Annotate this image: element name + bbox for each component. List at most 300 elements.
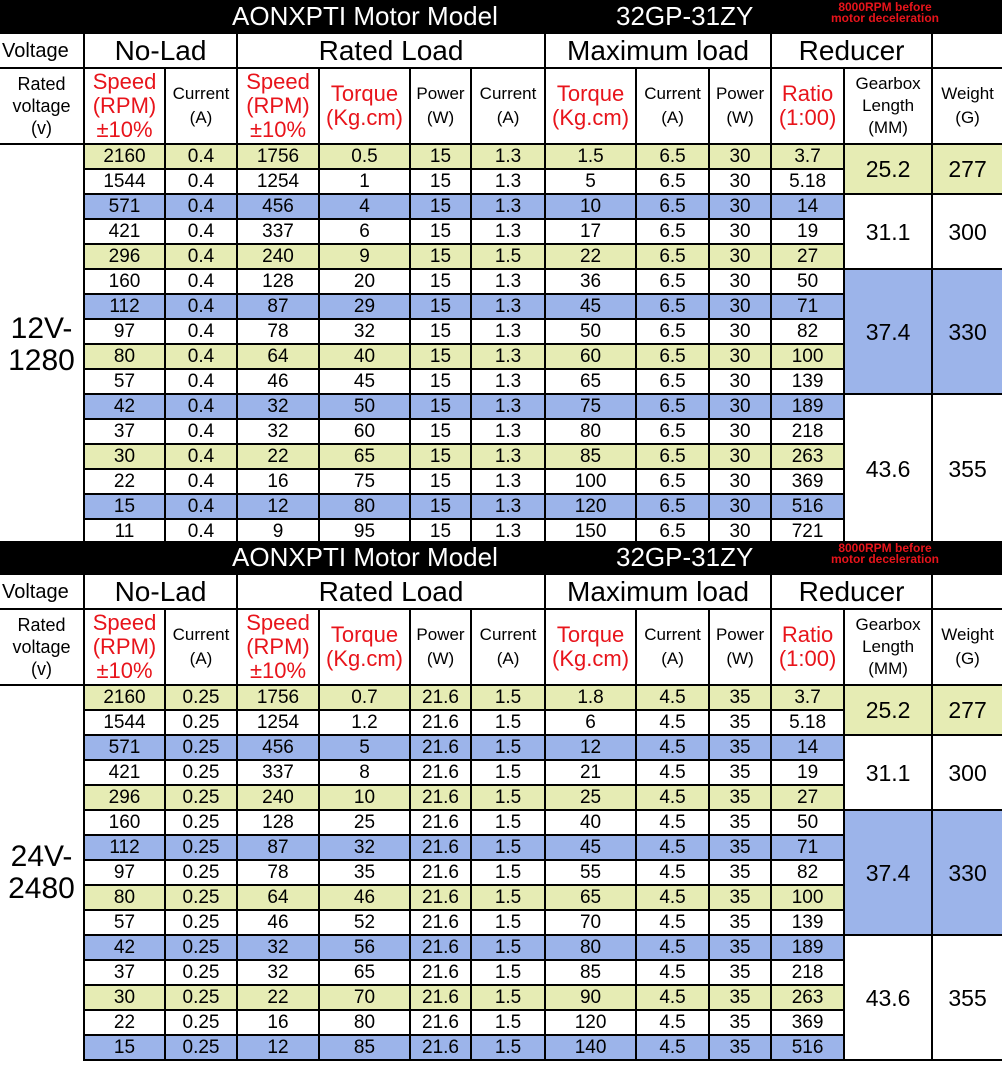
cell-max-current: 6.5 xyxy=(636,219,709,244)
cell-max-current: 4.5 xyxy=(636,1035,709,1060)
cell-ratio: 50 xyxy=(771,810,844,835)
cell-ratio: 189 xyxy=(771,394,844,419)
cell-rated-current: 1.5 xyxy=(471,810,545,835)
cell-noload-speed: 2160 xyxy=(84,685,165,710)
cell-rated-power: 15 xyxy=(410,394,471,419)
cell-rated-speed: 78 xyxy=(237,860,319,885)
cell-max-torque: 36 xyxy=(545,269,636,294)
cell-max-torque: 40 xyxy=(545,810,636,835)
cell-noload-current: 0.25 xyxy=(165,835,237,860)
cell-rated-power: 15 xyxy=(410,219,471,244)
title-bar xyxy=(0,541,1002,573)
cell-rated-speed: 337 xyxy=(237,760,319,785)
hdr-rated-voltage: Rated voltage (v) xyxy=(0,68,84,144)
cell-rated-torque: 56 xyxy=(319,935,410,960)
cell-noload-speed: 421 xyxy=(84,219,165,244)
cell-max-current: 6.5 xyxy=(636,344,709,369)
group-rated-load: Rated Load xyxy=(237,574,545,609)
cell-noload-speed: 571 xyxy=(84,194,165,219)
cell-rated-current: 1.5 xyxy=(471,835,545,860)
table-row xyxy=(0,269,1002,294)
cell-max-power: 35 xyxy=(709,1035,771,1060)
cell-noload-speed: 57 xyxy=(84,910,165,935)
spec-table-24v xyxy=(0,541,1002,1082)
cell-ratio: 3.7 xyxy=(771,144,844,169)
cell-rated-torque: 50 xyxy=(319,394,410,419)
cell-rated-current: 1.3 xyxy=(471,219,545,244)
cell-noload-speed: 15 xyxy=(84,1035,165,1060)
hdr-rated-power: Power (W) xyxy=(410,68,471,144)
cell-max-current: 6.5 xyxy=(636,394,709,419)
cell-max-torque: 6 xyxy=(545,710,636,735)
cell-max-power: 30 xyxy=(709,394,771,419)
cell-max-power: 35 xyxy=(709,810,771,835)
model-number: 32GP-31ZY xyxy=(616,1,754,31)
hdr-noload-current: Current (A) xyxy=(165,68,237,144)
hdr-noload-speed: Speed (RPM) ±10% xyxy=(84,68,165,144)
cell-max-current: 4.5 xyxy=(636,910,709,935)
group-reducer: Reducer xyxy=(771,574,932,609)
cell-max-current: 6.5 xyxy=(636,294,709,319)
cell-rated-power: 15 xyxy=(410,494,471,519)
cell-max-power: 30 xyxy=(709,469,771,494)
cell-max-power: 35 xyxy=(709,985,771,1010)
hdr-rated-voltage: Rated voltage (v) xyxy=(0,609,84,685)
cell-rated-current: 1.3 xyxy=(471,419,545,444)
cell-rated-current: 1.3 xyxy=(471,519,545,544)
cell-noload-current: 0.4 xyxy=(165,494,237,519)
cell-max-power: 35 xyxy=(709,860,771,885)
cell-ratio: 5.18 xyxy=(771,710,844,735)
cell-max-torque: 150 xyxy=(545,519,636,544)
cell-noload-speed: 97 xyxy=(84,860,165,885)
cell-ratio: 721 xyxy=(771,519,844,544)
cell-max-torque: 60 xyxy=(545,344,636,369)
cell-weight: 277 xyxy=(932,144,1002,194)
group-no-load: No-Lad xyxy=(84,33,237,68)
cell-noload-current: 0.25 xyxy=(165,860,237,885)
cell-rated-power: 21.6 xyxy=(410,735,471,760)
cell-rated-torque: 5 xyxy=(319,735,410,760)
cell-max-torque: 1.5 xyxy=(545,144,636,169)
cell-noload-speed: 80 xyxy=(84,344,165,369)
speed-note: 8000RPM before motor deceleration xyxy=(830,0,940,25)
cell-ratio: 369 xyxy=(771,1010,844,1035)
cell-max-power: 35 xyxy=(709,735,771,760)
cell-rated-torque: 85 xyxy=(319,1035,410,1060)
cell-ratio: 139 xyxy=(771,369,844,394)
cell-rated-power: 21.6 xyxy=(410,960,471,985)
cell-rated-current: 1.5 xyxy=(471,860,545,885)
cell-rated-speed: 9 xyxy=(237,519,319,544)
spec-table-12v xyxy=(0,0,1002,540)
cell-max-torque: 80 xyxy=(545,935,636,960)
cell-ratio: 27 xyxy=(771,785,844,810)
cell-rated-speed: 16 xyxy=(237,469,319,494)
column-header-row xyxy=(0,609,1002,685)
cell-rated-power: 21.6 xyxy=(410,785,471,810)
cell-rated-speed: 87 xyxy=(237,835,319,860)
cell-rated-speed: 128 xyxy=(237,269,319,294)
cell-max-power: 35 xyxy=(709,960,771,985)
cell-max-power: 35 xyxy=(709,910,771,935)
cell-max-power: 35 xyxy=(709,685,771,710)
cell-rated-power: 15 xyxy=(410,194,471,219)
cell-noload-current: 0.4 xyxy=(165,344,237,369)
cell-ratio: 71 xyxy=(771,835,844,860)
cell-max-torque: 50 xyxy=(545,319,636,344)
group-empty xyxy=(932,574,1002,609)
cell-noload-current: 0.4 xyxy=(165,294,237,319)
cell-max-torque: 45 xyxy=(545,835,636,860)
cell-rated-power: 15 xyxy=(410,169,471,194)
cell-rated-current: 1.3 xyxy=(471,369,545,394)
cell-max-power: 30 xyxy=(709,419,771,444)
cell-noload-current: 0.4 xyxy=(165,519,237,544)
cell-rated-current: 1.3 xyxy=(471,169,545,194)
cell-rated-current: 1.3 xyxy=(471,444,545,469)
table-row xyxy=(0,735,1002,760)
cell-noload-current: 0.25 xyxy=(165,1010,237,1035)
cell-rated-current: 1.5 xyxy=(471,885,545,910)
title-text: AONXPTI Motor Model xyxy=(232,1,498,31)
cell-noload-speed: 296 xyxy=(84,785,165,810)
cell-noload-speed: 97 xyxy=(84,319,165,344)
cell-ratio: 19 xyxy=(771,760,844,785)
cell-max-torque: 85 xyxy=(545,444,636,469)
cell-noload-speed: 37 xyxy=(84,960,165,985)
group-header-row xyxy=(0,574,1002,609)
cell-rated-torque: 70 xyxy=(319,985,410,1010)
cell-max-power: 30 xyxy=(709,319,771,344)
cell-rated-speed: 87 xyxy=(237,294,319,319)
cell-gearbox-length: 37.4 xyxy=(844,269,932,394)
cell-max-power: 30 xyxy=(709,294,771,319)
cell-ratio: 516 xyxy=(771,494,844,519)
cell-rated-current: 1.5 xyxy=(471,960,545,985)
hdr-ratio: Ratio (1:00) xyxy=(771,609,844,685)
cell-max-current: 4.5 xyxy=(636,885,709,910)
cell-max-current: 4.5 xyxy=(636,810,709,835)
cell-max-torque: 140 xyxy=(545,1035,636,1060)
cell-noload-current: 0.25 xyxy=(165,710,237,735)
cell-noload-speed: 1544 xyxy=(84,710,165,735)
cell-max-current: 6.5 xyxy=(636,444,709,469)
cell-noload-current: 0.25 xyxy=(165,760,237,785)
title-text: AONXPTI Motor Model xyxy=(232,542,498,572)
cell-rated-speed: 46 xyxy=(237,910,319,935)
cell-noload-speed: 112 xyxy=(84,835,165,860)
cell-noload-current: 0.4 xyxy=(165,194,237,219)
cell-noload-speed: 571 xyxy=(84,735,165,760)
cell-rated-power: 21.6 xyxy=(410,1035,471,1060)
title-bar xyxy=(0,0,1002,32)
cell-rated-speed: 12 xyxy=(237,494,319,519)
cell-weight: 330 xyxy=(932,269,1002,394)
cell-max-current: 6.5 xyxy=(636,194,709,219)
cell-rated-power: 21.6 xyxy=(410,860,471,885)
cell-noload-current: 0.25 xyxy=(165,685,237,710)
cell-noload-current: 0.4 xyxy=(165,319,237,344)
cell-rated-torque: 8 xyxy=(319,760,410,785)
cell-rated-current: 1.5 xyxy=(471,1035,545,1060)
cell-rated-current: 1.3 xyxy=(471,319,545,344)
spec-table xyxy=(0,573,1002,1061)
cell-max-power: 35 xyxy=(709,710,771,735)
cell-noload-current: 0.4 xyxy=(165,369,237,394)
cell-rated-torque: 29 xyxy=(319,294,410,319)
cell-rated-power: 21.6 xyxy=(410,835,471,860)
group-voltage: Voltage xyxy=(0,33,84,68)
voltage-label: 12V- 1280 xyxy=(0,144,84,544)
cell-ratio: 5.18 xyxy=(771,169,844,194)
table-row xyxy=(0,685,1002,710)
cell-rated-current: 1.5 xyxy=(471,710,545,735)
cell-rated-current: 1.5 xyxy=(471,935,545,960)
cell-noload-current: 0.25 xyxy=(165,1035,237,1060)
cell-ratio: 263 xyxy=(771,985,844,1010)
cell-rated-current: 1.3 xyxy=(471,294,545,319)
table-row xyxy=(0,810,1002,835)
cell-max-power: 30 xyxy=(709,169,771,194)
cell-rated-power: 15 xyxy=(410,244,471,269)
cell-max-current: 4.5 xyxy=(636,760,709,785)
cell-rated-power: 15 xyxy=(410,344,471,369)
cell-max-current: 6.5 xyxy=(636,169,709,194)
cell-max-power: 35 xyxy=(709,935,771,960)
cell-ratio: 516 xyxy=(771,1035,844,1060)
spec-table xyxy=(0,32,1002,545)
cell-max-torque: 1.8 xyxy=(545,685,636,710)
table-body xyxy=(0,685,1002,1060)
cell-rated-power: 15 xyxy=(410,369,471,394)
cell-max-current: 4.5 xyxy=(636,685,709,710)
cell-ratio: 50 xyxy=(771,269,844,294)
cell-noload-speed: 22 xyxy=(84,1010,165,1035)
cell-noload-speed: 15 xyxy=(84,494,165,519)
cell-rated-torque: 75 xyxy=(319,469,410,494)
cell-noload-speed: 30 xyxy=(84,444,165,469)
group-header-row xyxy=(0,33,1002,68)
cell-noload-speed: 160 xyxy=(84,269,165,294)
cell-ratio: 218 xyxy=(771,419,844,444)
cell-rated-power: 15 xyxy=(410,294,471,319)
cell-max-current: 4.5 xyxy=(636,985,709,1010)
cell-rated-current: 1.5 xyxy=(471,685,545,710)
cell-rated-torque: 10 xyxy=(319,785,410,810)
cell-noload-current: 0.25 xyxy=(165,810,237,835)
cell-gearbox-length: 25.2 xyxy=(844,144,932,194)
cell-rated-speed: 32 xyxy=(237,419,319,444)
cell-rated-speed: 456 xyxy=(237,735,319,760)
hdr-max-power: Power (W) xyxy=(709,68,771,144)
group-reducer: Reducer xyxy=(771,33,932,68)
hdr-rated-speed: Speed (RPM) ±10% xyxy=(237,609,319,685)
cell-rated-speed: 32 xyxy=(237,394,319,419)
cell-noload-current: 0.25 xyxy=(165,735,237,760)
cell-max-power: 30 xyxy=(709,144,771,169)
cell-rated-torque: 6 xyxy=(319,219,410,244)
cell-rated-torque: 32 xyxy=(319,835,410,860)
cell-rated-power: 21.6 xyxy=(410,760,471,785)
cell-max-current: 4.5 xyxy=(636,710,709,735)
cell-rated-current: 1.5 xyxy=(471,735,545,760)
hdr-noload-current: Current (A) xyxy=(165,609,237,685)
cell-rated-current: 1.3 xyxy=(471,194,545,219)
cell-rated-current: 1.5 xyxy=(471,244,545,269)
cell-rated-torque: 4 xyxy=(319,194,410,219)
cell-rated-current: 1.5 xyxy=(471,760,545,785)
cell-max-power: 30 xyxy=(709,369,771,394)
cell-max-torque: 70 xyxy=(545,910,636,935)
cell-max-torque: 85 xyxy=(545,960,636,985)
cell-noload-speed: 80 xyxy=(84,885,165,910)
cell-noload-speed: 42 xyxy=(84,935,165,960)
cell-max-torque: 90 xyxy=(545,985,636,1010)
cell-rated-speed: 1254 xyxy=(237,710,319,735)
cell-max-current: 6.5 xyxy=(636,244,709,269)
cell-rated-speed: 1756 xyxy=(237,685,319,710)
cell-rated-current: 1.5 xyxy=(471,910,545,935)
cell-noload-speed: 57 xyxy=(84,369,165,394)
cell-max-torque: 25 xyxy=(545,785,636,810)
cell-max-current: 4.5 xyxy=(636,735,709,760)
cell-max-power: 35 xyxy=(709,1010,771,1035)
cell-max-torque: 65 xyxy=(545,369,636,394)
cell-noload-speed: 22 xyxy=(84,469,165,494)
cell-max-torque: 45 xyxy=(545,294,636,319)
cell-noload-current: 0.4 xyxy=(165,444,237,469)
table-row xyxy=(0,144,1002,169)
cell-ratio: 100 xyxy=(771,344,844,369)
cell-gearbox-length: 43.6 xyxy=(844,935,932,1060)
cell-gearbox-length: 31.1 xyxy=(844,735,932,810)
cell-rated-current: 1.3 xyxy=(471,344,545,369)
cell-rated-power: 21.6 xyxy=(410,685,471,710)
hdr-max-torque: Torque (Kg.cm) xyxy=(545,68,636,144)
cell-ratio: 82 xyxy=(771,860,844,885)
cell-rated-power: 21.6 xyxy=(410,885,471,910)
cell-noload-speed: 160 xyxy=(84,810,165,835)
cell-rated-torque: 65 xyxy=(319,444,410,469)
cell-max-current: 4.5 xyxy=(636,860,709,885)
cell-noload-current: 0.4 xyxy=(165,269,237,294)
cell-rated-torque: 0.5 xyxy=(319,144,410,169)
cell-rated-current: 1.3 xyxy=(471,269,545,294)
cell-max-current: 4.5 xyxy=(636,935,709,960)
cell-max-torque: 10 xyxy=(545,194,636,219)
cell-rated-speed: 12 xyxy=(237,1035,319,1060)
cell-noload-speed: 421 xyxy=(84,760,165,785)
cell-rated-torque: 35 xyxy=(319,860,410,885)
cell-ratio: 369 xyxy=(771,469,844,494)
cell-rated-power: 15 xyxy=(410,269,471,294)
hdr-weight: Weight (G) xyxy=(932,68,1002,144)
hdr-rated-current: Current (A) xyxy=(471,609,545,685)
cell-rated-torque: 45 xyxy=(319,369,410,394)
hdr-rated-speed: Speed (RPM) ±10% xyxy=(237,68,319,144)
cell-max-current: 6.5 xyxy=(636,519,709,544)
cell-max-torque: 5 xyxy=(545,169,636,194)
hdr-gearbox-length: Gearbox Length (MM) xyxy=(844,68,932,144)
table-row xyxy=(0,194,1002,219)
cell-rated-torque: 1 xyxy=(319,169,410,194)
speed-note: 8000RPM before motor deceleration xyxy=(830,541,940,566)
cell-ratio: 82 xyxy=(771,319,844,344)
cell-rated-speed: 22 xyxy=(237,444,319,469)
cell-max-torque: 55 xyxy=(545,860,636,885)
cell-ratio: 139 xyxy=(771,910,844,935)
hdr-max-current: Current (A) xyxy=(636,609,709,685)
cell-ratio: 71 xyxy=(771,294,844,319)
cell-ratio: 218 xyxy=(771,960,844,985)
cell-rated-current: 1.3 xyxy=(471,144,545,169)
cell-rated-speed: 78 xyxy=(237,319,319,344)
hdr-max-torque: Torque (Kg.cm) xyxy=(545,609,636,685)
cell-rated-speed: 16 xyxy=(237,1010,319,1035)
cell-rated-torque: 0.7 xyxy=(319,685,410,710)
cell-noload-current: 0.25 xyxy=(165,910,237,935)
cell-rated-torque: 25 xyxy=(319,810,410,835)
cell-ratio: 263 xyxy=(771,444,844,469)
cell-noload-current: 0.25 xyxy=(165,960,237,985)
cell-noload-speed: 112 xyxy=(84,294,165,319)
cell-max-torque: 65 xyxy=(545,885,636,910)
group-max-load: Maximum load xyxy=(545,574,771,609)
cell-rated-speed: 128 xyxy=(237,810,319,835)
cell-max-torque: 12 xyxy=(545,735,636,760)
hdr-weight: Weight (G) xyxy=(932,609,1002,685)
cell-noload-current: 0.25 xyxy=(165,935,237,960)
cell-max-power: 30 xyxy=(709,494,771,519)
cell-noload-speed: 1544 xyxy=(84,169,165,194)
model-number: 32GP-31ZY xyxy=(616,542,754,572)
cell-max-current: 4.5 xyxy=(636,785,709,810)
cell-max-torque: 120 xyxy=(545,494,636,519)
table-row xyxy=(0,394,1002,419)
cell-rated-speed: 240 xyxy=(237,244,319,269)
cell-weight: 355 xyxy=(932,935,1002,1060)
cell-rated-torque: 9 xyxy=(319,244,410,269)
cell-rated-power: 15 xyxy=(410,444,471,469)
hdr-rated-torque: Torque (Kg.cm) xyxy=(319,68,410,144)
cell-rated-power: 21.6 xyxy=(410,910,471,935)
cell-max-current: 6.5 xyxy=(636,319,709,344)
cell-rated-torque: 20 xyxy=(319,269,410,294)
cell-max-power: 30 xyxy=(709,519,771,544)
cell-gearbox-length: 37.4 xyxy=(844,810,932,935)
cell-ratio: 14 xyxy=(771,194,844,219)
cell-max-torque: 21 xyxy=(545,760,636,785)
cell-rated-current: 1.5 xyxy=(471,785,545,810)
cell-rated-current: 1.3 xyxy=(471,494,545,519)
cell-rated-speed: 456 xyxy=(237,194,319,219)
hdr-rated-torque: Torque (Kg.cm) xyxy=(319,609,410,685)
cell-max-torque: 120 xyxy=(545,1010,636,1035)
cell-noload-current: 0.25 xyxy=(165,985,237,1010)
cell-rated-speed: 64 xyxy=(237,344,319,369)
hdr-gearbox-length: Gearbox Length (MM) xyxy=(844,609,932,685)
column-header-row xyxy=(0,68,1002,144)
cell-max-torque: 17 xyxy=(545,219,636,244)
cell-max-power: 30 xyxy=(709,219,771,244)
cell-rated-torque: 1.2 xyxy=(319,710,410,735)
cell-max-power: 35 xyxy=(709,835,771,860)
cell-rated-current: 1.3 xyxy=(471,469,545,494)
cell-rated-speed: 46 xyxy=(237,369,319,394)
table-row xyxy=(0,935,1002,960)
cell-max-current: 6.5 xyxy=(636,369,709,394)
